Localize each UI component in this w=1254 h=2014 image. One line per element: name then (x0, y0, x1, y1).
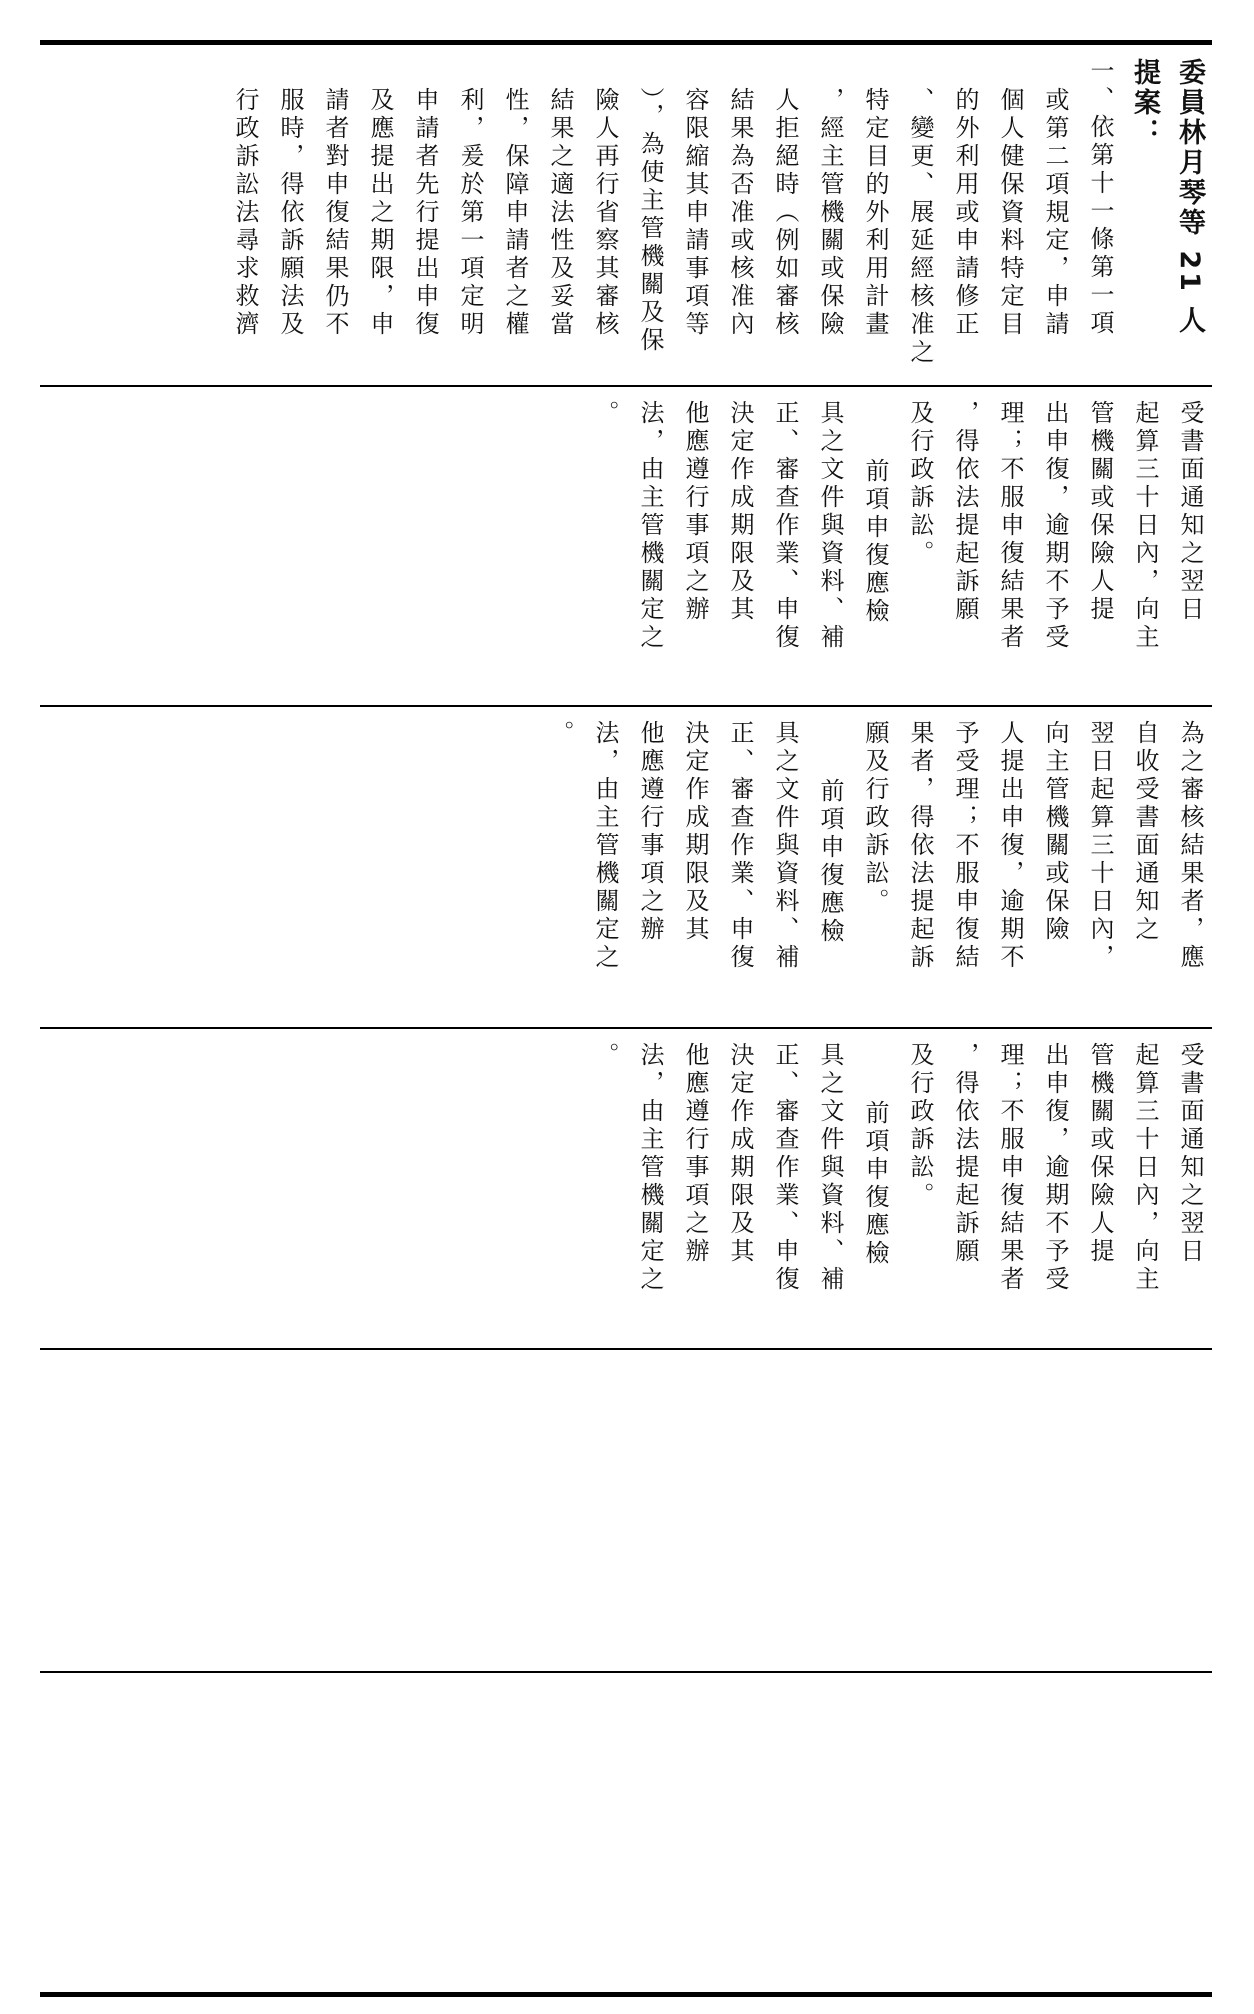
text-column: 法，由主管機關定之 (636, 1042, 664, 1294)
section-article-text-c (40, 1042, 1212, 1342)
text-column: 法，由主管機關定之 (636, 400, 664, 652)
text-column: 特定目的外利用計畫 (861, 86, 889, 339)
text-column: 具之文件與資料、補 (771, 720, 799, 972)
text-column: 果者，得依法提起訴 (906, 720, 934, 972)
text-column: 受書面通知之翌日 (1176, 400, 1204, 624)
text-column: 出申復，逾期不予受 (1041, 1042, 1069, 1294)
text-column: 個人健保資料特定目 (996, 86, 1024, 339)
text-column: 決定作成期限及其 (726, 400, 754, 624)
text-column: 人拒絕時（例如審核 (771, 86, 799, 339)
text-column: 理；不服申復結果者 (996, 400, 1024, 652)
text-column: 出申復，逾期不予受 (1041, 400, 1069, 652)
text-column: 及行政訴訟。 (906, 1042, 934, 1210)
text-column: 起算三十日內，向主 (1131, 400, 1159, 652)
text-column: 正、審查作業、申復 (771, 1042, 799, 1294)
bottom-rule (40, 1992, 1212, 1997)
text-column: 服時，得依訴願法及 (276, 86, 304, 339)
text-column: 法，由主管機關定之 (591, 720, 619, 972)
text-column: 結果為否准或核准內 (726, 86, 754, 339)
text-column: ），為使主管機關及保 (636, 86, 664, 355)
text-column: 正、審查作業、申復 (771, 400, 799, 652)
row-divider (40, 1027, 1212, 1029)
text-column: 請者對申復結果仍不 (321, 86, 349, 339)
text-column: 願及行政訴訟。 (861, 720, 889, 916)
text-column: 或第二項規定，申請 (1041, 86, 1069, 339)
text-column: 的外利用或申請修正 (951, 86, 979, 339)
row-divider (40, 705, 1212, 707)
text-column: 管機關或保險人提 (1086, 1042, 1114, 1266)
text-column: 前項申復應檢 (861, 1099, 889, 1268)
text-column: 及應提出之期限，申 (366, 86, 394, 339)
text-column: 具之文件與資料、補 (816, 400, 844, 652)
text-column: 向主管機關或保險 (1041, 720, 1069, 944)
text-column: 決定作成期限及其 (681, 720, 709, 944)
text-column: 申請者先行提出申復 (411, 86, 439, 339)
text-column: 一、依第十一條第一項 (1086, 58, 1114, 338)
text-column: 。 (591, 400, 619, 428)
text-column: 起算三十日內，向主 (1131, 1042, 1159, 1294)
text-column: 翌日起算三十日內， (1086, 720, 1114, 972)
row-divider (40, 1671, 1212, 1673)
text-column: 前項申復應檢 (816, 777, 844, 946)
top-rule (40, 40, 1212, 45)
text-column: 行政訴訟法尋求救濟 (231, 86, 259, 339)
row-divider (40, 385, 1212, 387)
text-column: 利，爰於第一項定明 (456, 86, 484, 339)
text-column: 予受理；不服申復結 (951, 720, 979, 972)
text-column: 。 (546, 720, 574, 748)
text-column: 他應遵行事項之辦 (636, 720, 664, 944)
text-column: ，經主管機關或保險 (816, 86, 844, 339)
section-proposal-explanation (40, 58, 1212, 381)
text-column: 險人再行省察其審核 (591, 86, 619, 339)
text-column: 及行政訴訟。 (906, 400, 934, 568)
text-column: ，得依法提起訴願 (951, 400, 979, 624)
text-column: 人提出申復，逾期不 (996, 720, 1024, 972)
text-column: 他應遵行事項之辦 (681, 1042, 709, 1266)
section-article-text-a (40, 400, 1212, 700)
text-column: 性，保障申請者之權 (501, 86, 529, 339)
proposal-heading-line2: 提案： (1129, 58, 1160, 148)
text-column: 、變更、展延經核准之 (906, 86, 934, 367)
text-column: 前項申復應檢 (861, 457, 889, 626)
text-column: ，得依法提起訴願 (951, 1042, 979, 1266)
text-column: 結果之適法性及妥當 (546, 86, 574, 339)
text-column: 容限縮其申請事項等 (681, 86, 709, 339)
text-column: 理；不服申復結果者 (996, 1042, 1024, 1294)
proposal-heading-line1: 委員林月琴等 21 人 (1174, 58, 1205, 337)
section-article-text-b (40, 720, 1212, 1020)
text-column: 決定作成期限及其 (726, 1042, 754, 1266)
text-column: 管機關或保險人提 (1086, 400, 1114, 624)
text-column: 他應遵行事項之辦 (681, 400, 709, 624)
row-divider (40, 1348, 1212, 1350)
text-column: 。 (591, 1042, 619, 1070)
text-column: 正、審查作業、申復 (726, 720, 754, 972)
text-column: 自收受書面通知之 (1131, 720, 1159, 944)
text-column: 受書面通知之翌日 (1176, 1042, 1204, 1266)
text-column: 具之文件與資料、補 (816, 1042, 844, 1294)
text-column: 為之審核結果者，應 (1176, 720, 1204, 972)
